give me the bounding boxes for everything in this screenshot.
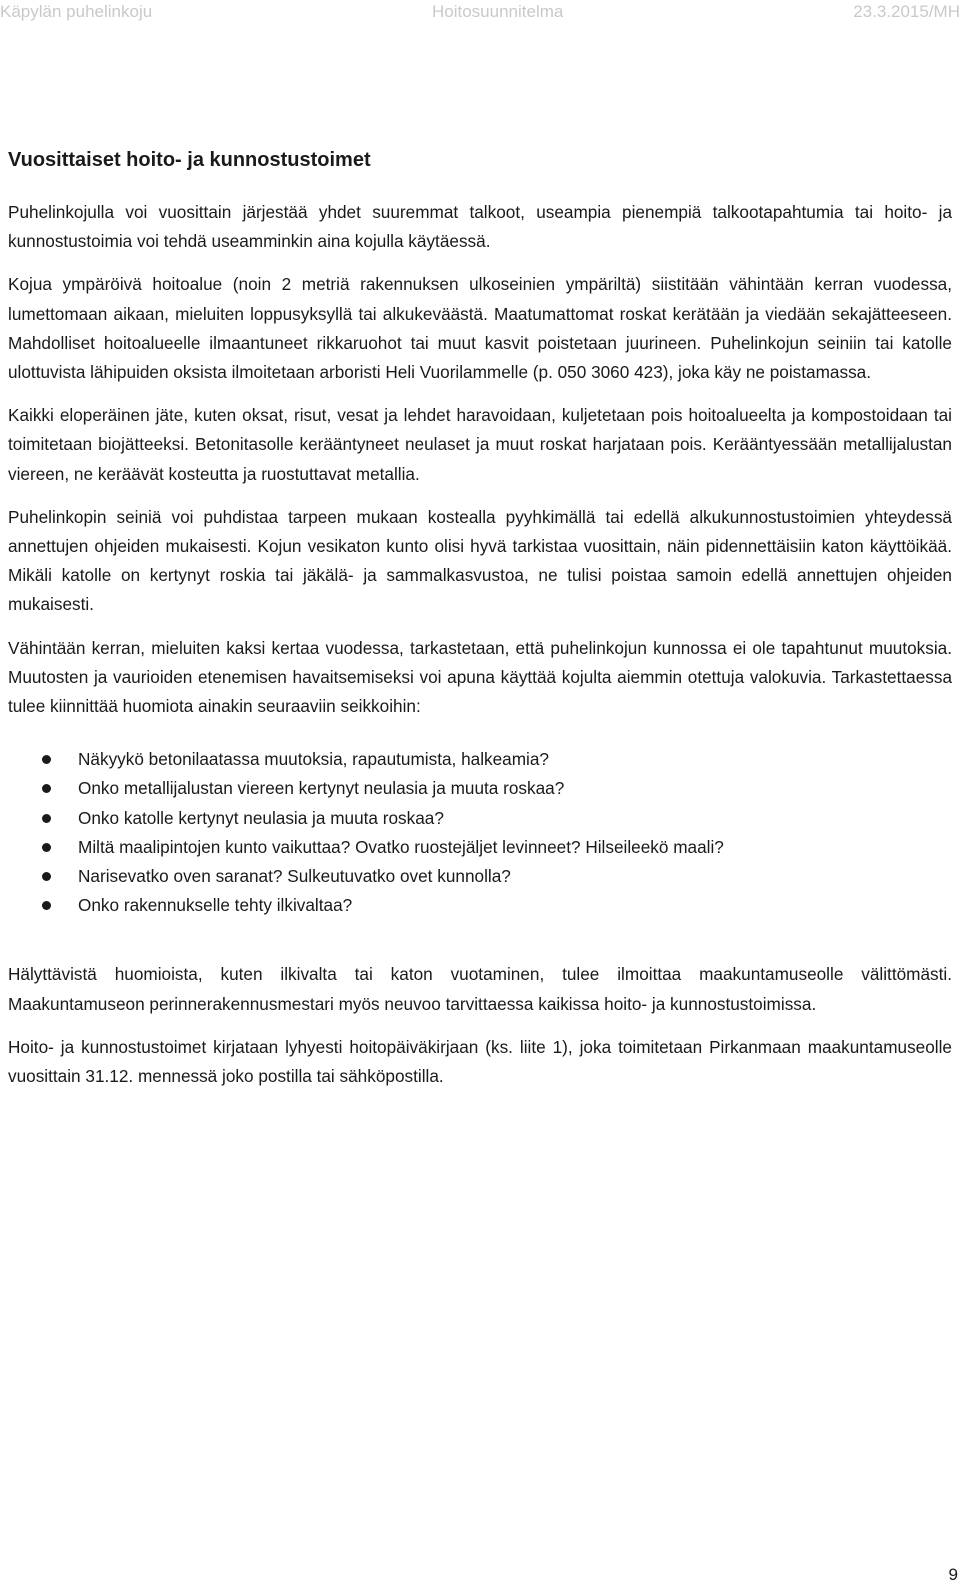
bullet-icon	[42, 814, 51, 823]
bullet-icon	[42, 755, 51, 764]
list-item-text: Onko metallijalustan viereen kertynyt neulasia ja muuta roskaa?	[78, 778, 565, 799]
paragraph-walls-roof: Puhelinkopin seiniä voi puhdistaa tarpeen mukaan kostealla pyyhkimällä tai edellä alkukunnostustoimien yhteydessä annettujen ohjeiden mukaisesti. Kojun vesikaton kunto olisi hyvä tarkistaa vuosittain, näin pidennettäisiin katon käyttöikää. Mikäli katolle on kertynyt roskia tai jäkälä- ja sammalkasvustoa, ne tulisi poistaa samoin edellä annettujen ohjeiden mukaisesti.	[8, 506, 952, 615]
list-item	[8, 833, 798, 862]
list-item	[8, 891, 798, 920]
list-item	[8, 774, 798, 803]
document-body	[8, 146, 952, 1105]
bullet-icon	[42, 784, 51, 793]
list-item	[8, 745, 798, 774]
page-header	[0, 0, 960, 26]
list-item-text: Onko katolle kertynyt neulasia ja muuta roskaa?	[78, 807, 444, 828]
section-heading: Vuosittaiset hoito- ja kunnostustoimet	[8, 149, 371, 171]
header-document-title: Hoitosuunnitelma	[432, 2, 564, 21]
list-item	[8, 804, 798, 833]
bullet-icon	[42, 901, 51, 910]
paragraph-logbook: Hoito- ja kunnostustoimet kirjataan lyhyesti hoitopäiväkirjaan (ks. liite 1), joka toimitetaan Pirkanmaan maakuntamuseolle vuosittain 31.12. mennessä joko postilla tai sähköpostilla.	[8, 1036, 952, 1087]
header-date-author: 23.3.2015/MH	[853, 2, 960, 21]
list-item	[8, 862, 798, 891]
inspection-checklist	[8, 745, 952, 920]
header-document-owner: Käpylän puhelinkoju	[0, 2, 153, 21]
list-item-text: Narisevatko oven saranat? Sulkeutuvatko ovet kunnolla?	[78, 866, 511, 887]
list-item-text: Näkyykö betonilaatassa muutoksia, rapautumista, halkeamia?	[78, 749, 549, 770]
bullet-icon	[42, 872, 51, 881]
page-number: 9	[948, 1565, 958, 1584]
list-item-text: Onko rakennukselle tehty ilkivaltaa?	[78, 895, 353, 916]
paragraph-organic-waste: Kaikki eloperäinen jäte, kuten oksat, risut, vesat ja lehdet haravoidaan, kuljetetaan pois hoitoalueelta ja kompostoidaan tai toimitetaan biojätteeksi. Betonitasolle kerääntyneet neulaset ja muut roskat harjataan pois. Kerääntyessään metallijalustan viereen, ne keräävät kosteutta ja ruostuttavat metallia.	[8, 405, 952, 484]
paragraph-care-area: Kojua ympäröivä hoitoalue (noin 2 metriä rakennuksen ulkoseinien ympäriltä) siistitään vähintään kerran vuodessa, lumettomaan aikaan, mieluiten loppusyksyllä tai alkukeväästä. Maatumattomat roskat kerätään ja viedään sekajätteeseen. Mahdolliset hoitoalueelle ilmaantuneet rikkaruohot tai muut kasvit poistetaan juurineen. Puhelinkojun seiniin tai katolle ulottuvista lähipuiden oksista ilmoitetaan arboristi Heli Vuorilammelle (p. 050 3060 423), joka käy ne poistamassa.	[8, 274, 952, 383]
paragraph-alerts: Hälyttävistä huomioista, kuten ilkivalta tai katon vuotaminen, tulee ilmoittaa maakuntamuseolle välittömästi. Maakuntamuseon perinnerakennusmestari myös neuvoo tarvittaessa kaikissa hoito- ja kunnostustoimissa.	[8, 964, 952, 1014]
paragraph-inspection: Vähintään kerran, mieluiten kaksi kertaa vuodessa, tarkastetaan, että puhelinkojun kunnossa ei ole tapahtunut muutoksia. Muutosten ja vaurioiden etenemisen havaitsemiseksi voi apuna käyttää kojulta aiemmin otettuja valokuvia. Tarkastettaessa tulee kiinnittää huomiota ainakin seuraaviin seikkoihin:	[8, 637, 952, 717]
list-item-text: Miltä maalipintojen kunto vaikuttaa? Ovatko ruostejäljet levinneet? Hilseileekö maali?	[78, 836, 724, 857]
paragraph-intro: Puhelinkojulla voi vuosittain järjestää yhdet suuremmat talkoot, useampia pienempiä talkootapahtumia tai hoito- ja kunnostustoimia voi tehdä useamminkin aina kojulla käytäessä.	[8, 202, 952, 252]
bullet-icon	[42, 843, 51, 852]
